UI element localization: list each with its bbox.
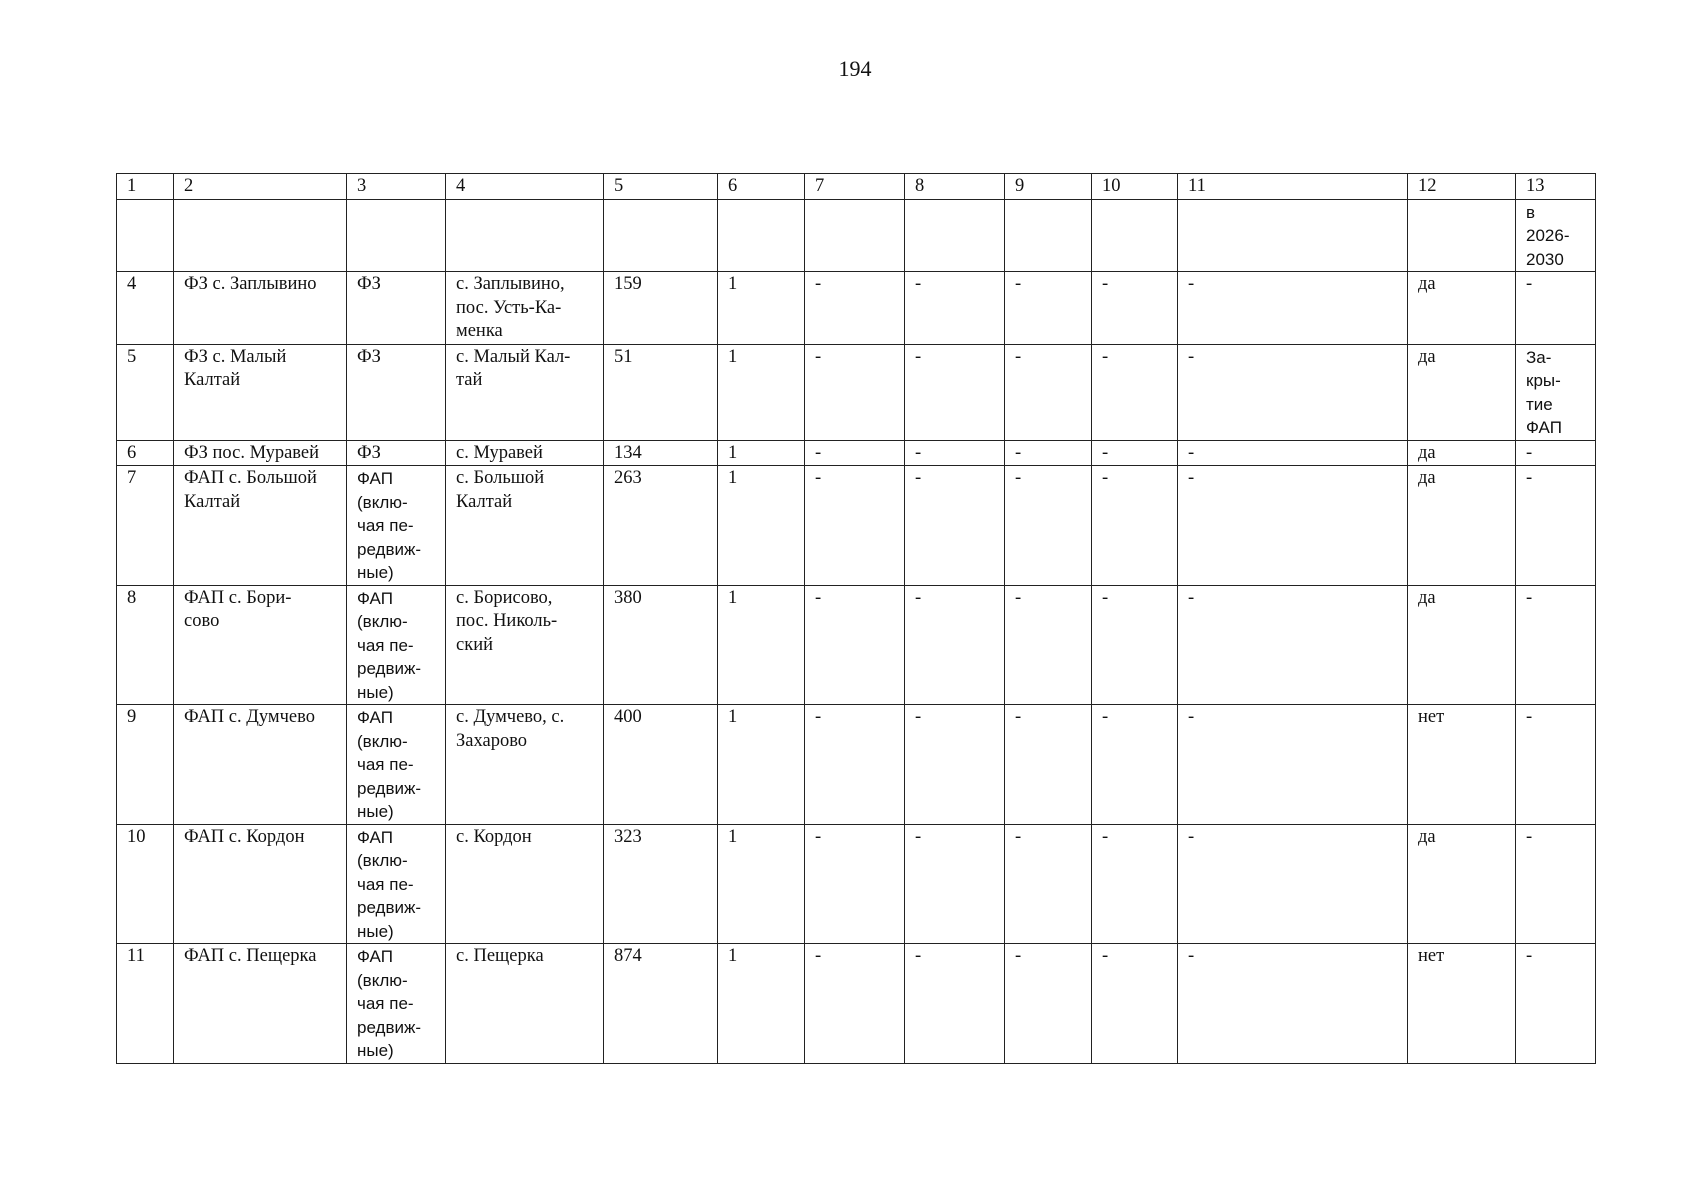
table-cell: ФАП (вклю- чая пе- редвиж- ные) — [347, 466, 446, 586]
table-cell: - — [1178, 705, 1408, 825]
table-cell: - — [805, 272, 905, 345]
table-cell: нет — [1408, 944, 1516, 1064]
table-cell: 13 — [1516, 174, 1596, 200]
table-cell: - — [1005, 466, 1092, 586]
table-cell: - — [805, 824, 905, 944]
table-cell: 5 — [117, 344, 174, 440]
table-cell: - — [1005, 824, 1092, 944]
table-row — [117, 705, 1596, 825]
table-cell: 380 — [604, 585, 718, 705]
table-cell: - — [1005, 944, 1092, 1064]
table-cell: да — [1408, 272, 1516, 345]
table-header-row — [117, 174, 1596, 200]
table-cell — [718, 199, 805, 272]
table-cell: да — [1408, 440, 1516, 466]
table-cell: 9 — [117, 705, 174, 825]
table-cell: 8 — [117, 585, 174, 705]
table-cell: 1 — [718, 944, 805, 1064]
table-cell: да — [1408, 585, 1516, 705]
table-row — [117, 585, 1596, 705]
table-cell: 1 — [718, 440, 805, 466]
table-row — [117, 440, 1596, 466]
table-cell: - — [1005, 585, 1092, 705]
table-cell: 1 — [718, 344, 805, 440]
table-cell: 6 — [718, 174, 805, 200]
table-cell — [1408, 199, 1516, 272]
table-cell: - — [1178, 440, 1408, 466]
table-cell: - — [805, 705, 905, 825]
table-cell — [117, 199, 174, 272]
page-number: 194 — [838, 56, 872, 81]
table-cell: 6 — [117, 440, 174, 466]
table-cell — [174, 199, 347, 272]
table-cell: 2 — [174, 174, 347, 200]
table-cell: 5 — [604, 174, 718, 200]
table-cell: - — [905, 344, 1005, 440]
table-cell: 400 — [604, 705, 718, 825]
table-cell: в 2026- 2030 — [1516, 199, 1596, 272]
table-cell: - — [905, 824, 1005, 944]
table-cell: 12 — [1408, 174, 1516, 200]
table-cell: 11 — [1178, 174, 1408, 200]
table-cell: с. Заплывино, пос. Усть-Ка- менка — [446, 272, 604, 345]
table-cell — [805, 199, 905, 272]
table-cell: да — [1408, 824, 1516, 944]
table-cell: с. Муравей — [446, 440, 604, 466]
table-cell: 51 — [604, 344, 718, 440]
table-cell: - — [1092, 344, 1178, 440]
table-cell: - — [1005, 705, 1092, 825]
table-cell: - — [1178, 344, 1408, 440]
table-cell: - — [805, 466, 905, 586]
table-cell: - — [1516, 272, 1596, 345]
table-cell — [905, 199, 1005, 272]
table-row — [117, 272, 1596, 345]
table-cell: с. Большой Калтай — [446, 466, 604, 586]
table-cell: ФАП с. Большой Калтай — [174, 466, 347, 586]
table-row — [117, 466, 1596, 586]
table-cell: 10 — [1092, 174, 1178, 200]
table-cell: - — [905, 585, 1005, 705]
table-cell: 1 — [718, 705, 805, 825]
table-cell: 7 — [117, 466, 174, 586]
table-cell: 7 — [805, 174, 905, 200]
table-cell: - — [1092, 272, 1178, 345]
table-cell: с. Малый Кал- тай — [446, 344, 604, 440]
table-cell: - — [1092, 585, 1178, 705]
data-table — [116, 173, 1596, 1064]
table-cell: ФАП с. Думчево — [174, 705, 347, 825]
table-cell: 134 — [604, 440, 718, 466]
table-cell: ФАП (вклю- чая пе- редвиж- ные) — [347, 824, 446, 944]
table-cell: - — [1005, 344, 1092, 440]
table-row — [117, 944, 1596, 1064]
table-cell: - — [1092, 824, 1178, 944]
table-cell: ФАП (вклю- чая пе- редвиж- ные) — [347, 585, 446, 705]
table-cell: с. Кордон — [446, 824, 604, 944]
table-cell: 1 — [718, 824, 805, 944]
table-cell: 159 — [604, 272, 718, 345]
table-cell: - — [1516, 705, 1596, 825]
table-cell: - — [1178, 824, 1408, 944]
table-cell: ФЗ с. Заплывино — [174, 272, 347, 345]
table-cell: 1 — [718, 466, 805, 586]
table-cell: ФЗ с. Малый Калтай — [174, 344, 347, 440]
table-cell: 1 — [718, 272, 805, 345]
table-cell: - — [905, 466, 1005, 586]
table-row — [117, 199, 1596, 272]
table-cell: - — [1005, 440, 1092, 466]
table-cell — [347, 199, 446, 272]
table-cell: с. Думчево, с. Захарово — [446, 705, 604, 825]
table-cell: ФАП с. Пещерка — [174, 944, 347, 1064]
table-cell: 4 — [117, 272, 174, 345]
table-cell: ФЗ — [347, 272, 446, 345]
table-cell: - — [1516, 466, 1596, 586]
table-cell: 9 — [1005, 174, 1092, 200]
table-cell: - — [805, 344, 905, 440]
table-cell: 3 — [347, 174, 446, 200]
table-cell: 323 — [604, 824, 718, 944]
table-cell: 1 — [117, 174, 174, 200]
table-cell: - — [1092, 440, 1178, 466]
table-cell: ФЗ — [347, 440, 446, 466]
table-cell: с. Пещерка — [446, 944, 604, 1064]
table-cell: 4 — [446, 174, 604, 200]
table-cell: ФАП (вклю- чая пе- редвиж- ные) — [347, 705, 446, 825]
table-cell: - — [1516, 944, 1596, 1064]
table-cell: За- кры- тие ФАП — [1516, 344, 1596, 440]
table-cell: 8 — [905, 174, 1005, 200]
table-cell: да — [1408, 466, 1516, 586]
table-cell: ФАП с. Кордон — [174, 824, 347, 944]
table-row — [117, 344, 1596, 440]
table-cell: - — [1516, 440, 1596, 466]
table-cell: - — [1092, 705, 1178, 825]
table-cell — [1178, 199, 1408, 272]
table-cell: ФЗ — [347, 344, 446, 440]
table-cell: ФАП с. Бори- сово — [174, 585, 347, 705]
table-cell: ФЗ пос. Муравей — [174, 440, 347, 466]
table-cell: - — [1516, 585, 1596, 705]
table-cell: - — [1178, 272, 1408, 345]
table-cell: ФАП (вклю- чая пе- редвиж- ные) — [347, 944, 446, 1064]
table-cell: - — [1092, 944, 1178, 1064]
table-cell: - — [1178, 944, 1408, 1064]
table-cell — [604, 199, 718, 272]
table-cell: - — [1005, 272, 1092, 345]
table-cell — [1005, 199, 1092, 272]
table-cell: - — [1178, 585, 1408, 705]
table-cell: с. Борисово, пос. Николь- ский — [446, 585, 604, 705]
table-cell: 263 — [604, 466, 718, 586]
table-cell: - — [1516, 824, 1596, 944]
table-cell: - — [1092, 466, 1178, 586]
table-cell: - — [905, 272, 1005, 345]
table-cell: - — [905, 944, 1005, 1064]
table-cell: 874 — [604, 944, 718, 1064]
table-row — [117, 824, 1596, 944]
table-cell: - — [1178, 466, 1408, 586]
table-cell: - — [805, 585, 905, 705]
table-cell: 1 — [718, 585, 805, 705]
table-cell: нет — [1408, 705, 1516, 825]
table-cell — [446, 199, 604, 272]
table-cell — [1092, 199, 1178, 272]
table-cell: - — [905, 705, 1005, 825]
table-cell: - — [905, 440, 1005, 466]
table-cell: - — [805, 944, 905, 1064]
table-cell: - — [805, 440, 905, 466]
table-cell: да — [1408, 344, 1516, 440]
table-cell: 11 — [117, 944, 174, 1064]
table-cell: 10 — [117, 824, 174, 944]
